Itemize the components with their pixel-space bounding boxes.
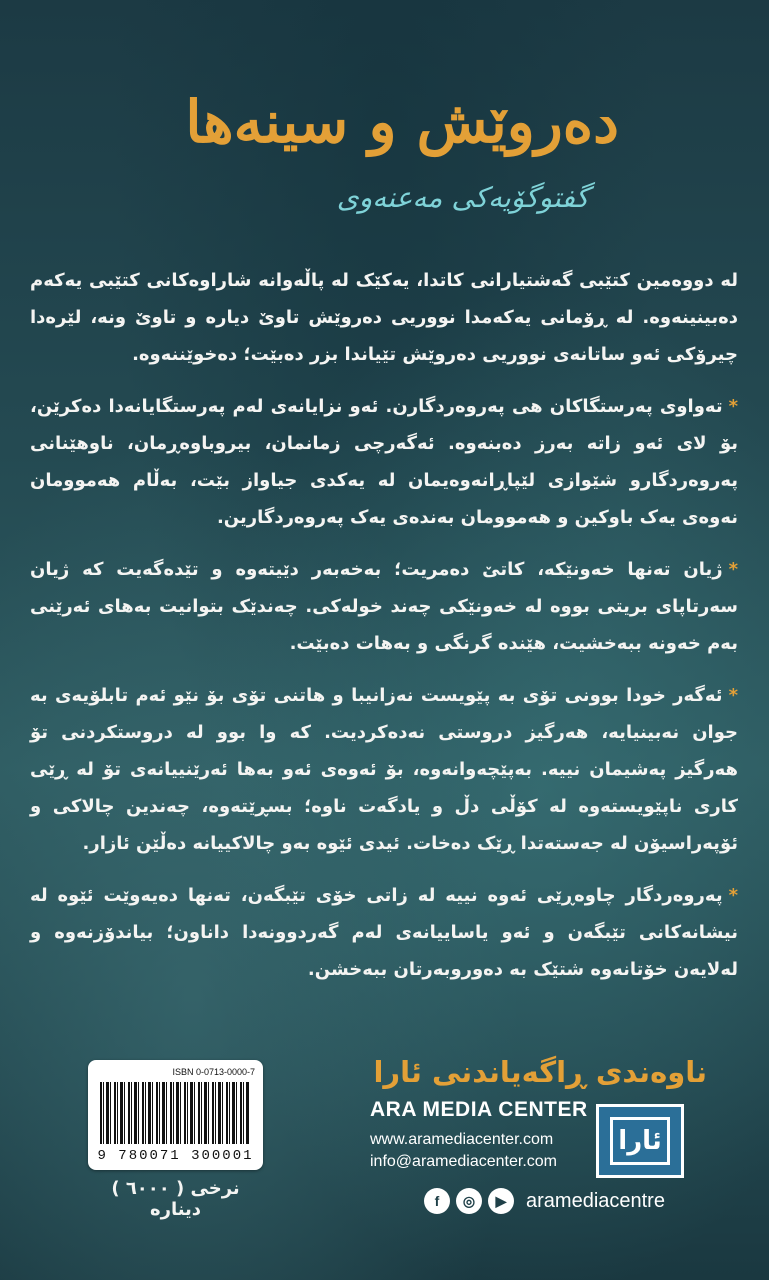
facebook-icon: f xyxy=(424,1188,450,1214)
paragraph-text: لە دووەمین کتێبی گەشتیارانی کاتدا، یەکێک لە پاڵەوانە شاراوەکانی کتێبی یەکەم دەبینینەوە. لە ڕۆمانی یەکەمدا نووریی دەروێش تاوێ دیارە و تاوێ ونە، لێرەدا چیرۆکی ئەو ساتانەی نووریی دەروێش تێیاندا بزر دەبێت؛ دەخوێننەوە. xyxy=(30,270,738,365)
publisher-website: www.aramediacenter.com xyxy=(370,1131,554,1148)
bullet-star-icon: * xyxy=(728,396,738,417)
blurb-paragraph-1 xyxy=(30,262,738,373)
publisher-email: info@aramediacenter.com xyxy=(370,1153,557,1170)
blurb-paragraph-3 xyxy=(30,551,738,662)
blurb-paragraph-5 xyxy=(30,877,738,988)
paragraph-text: ئەگەر خودا بوونی تۆی بە پێویست نەزانیبا و هاتنی تۆی بۆ نێو ئەم تابلۆیەی بە جوان نەبینیایە، هەرگیز دروستی نەدەکردیت. کە وا بوو لە دروستکردنی تۆ هەرگیز پەشیمان نییە. بەپێچەوانەوە، بۆ ئەوەی ئەو بەها ئەرێنییانەی تۆ لە ڕێی کاری ناپێویستەوە لە کۆڵی دڵ و یادگەت ناوە؛ بسڕێتەوە، چەندین چالاکی و ئۆپەراسیۆن لە جەستەتدا ڕێک دەخات. ئیدی ئێوە بەو چالاکییانە دەڵێن ئازار. xyxy=(30,685,738,854)
bullet-star-icon: * xyxy=(728,885,738,906)
blurb-paragraph-4 xyxy=(30,677,738,862)
youtube-icon: ▶ xyxy=(488,1188,514,1214)
paragraph-text: ژیان تەنها خەونێکە، کاتێ دەمریت؛ بەخەبەر دێیتەوە و تێدەگەیت کە ژیان سەرتاپای بریتی بووە لە خەونێکی چەند خولەکی. چەندێک بتوانیت بەهای ئەرێنی بەم خەونە ببەخشیت، هێندە گرنگی و بەهات دەبێت. xyxy=(30,559,738,654)
social-links xyxy=(424,1186,665,1216)
book-subtitle: گفتوگۆیەکی مەعنەوی xyxy=(336,181,589,214)
publisher-logo xyxy=(596,1104,684,1178)
logo-mark: ئارا xyxy=(610,1117,670,1165)
bullet-star-icon: * xyxy=(728,685,738,706)
paragraph-text: تەواوی پەرستگاکان هی پەروەردگارن. ئەو نزایانەی لەم پەرستگایانەدا دەکرێن، بۆ لای ئەو زاتە بەرز دەبنەوە. ئەگەرچی زمانمان، بیروباوەڕمان، ناوهێنانی پەروەردگارو شێوازی لێپاڕانەوەیمان لە یەکدی جیاواز بێت، بەڵام هەموومان نەوەی یەک باوکین و هەموومان بەندەی یەک پەروەردگارین. xyxy=(30,396,738,528)
barcode-digits: 9 780071 300001 xyxy=(97,1148,254,1164)
publisher-name-kurdish: ناوەندی ڕاگەیاندنی ئارا xyxy=(373,1055,707,1089)
publisher-name-english: ARA MEDIA CENTER xyxy=(370,1098,588,1121)
blurb-text xyxy=(30,262,738,1003)
paragraph-text: پەروەردگار چاوەڕێی ئەوە نییە لە زاتی خۆی تێبگەن، تەنها دەیەوێت ئێوە لە نیشانەکانی تێبگەن و ئەو یاساییانەی لەم گەردوونەدا داناون؛ بیاندۆزنەوە و لەلایەن خۆتانەوە شتێک بە دەوروبەرتان ببەخشن. xyxy=(30,885,738,980)
book-title: دەروێش و سینەها xyxy=(185,88,619,156)
isbn-label: ISBN 0-0713-0000-7 xyxy=(172,1067,255,1077)
bullet-star-icon: * xyxy=(728,559,738,580)
price-label: نرخی ( ٦٠٠٠ ) دینارە xyxy=(111,1178,240,1220)
barcode-icon xyxy=(100,1082,250,1144)
instagram-icon: ◎ xyxy=(456,1188,482,1214)
barcode-card xyxy=(88,1060,263,1170)
social-handle: aramediacentre xyxy=(526,1189,665,1212)
blurb-paragraph-2 xyxy=(30,388,738,536)
